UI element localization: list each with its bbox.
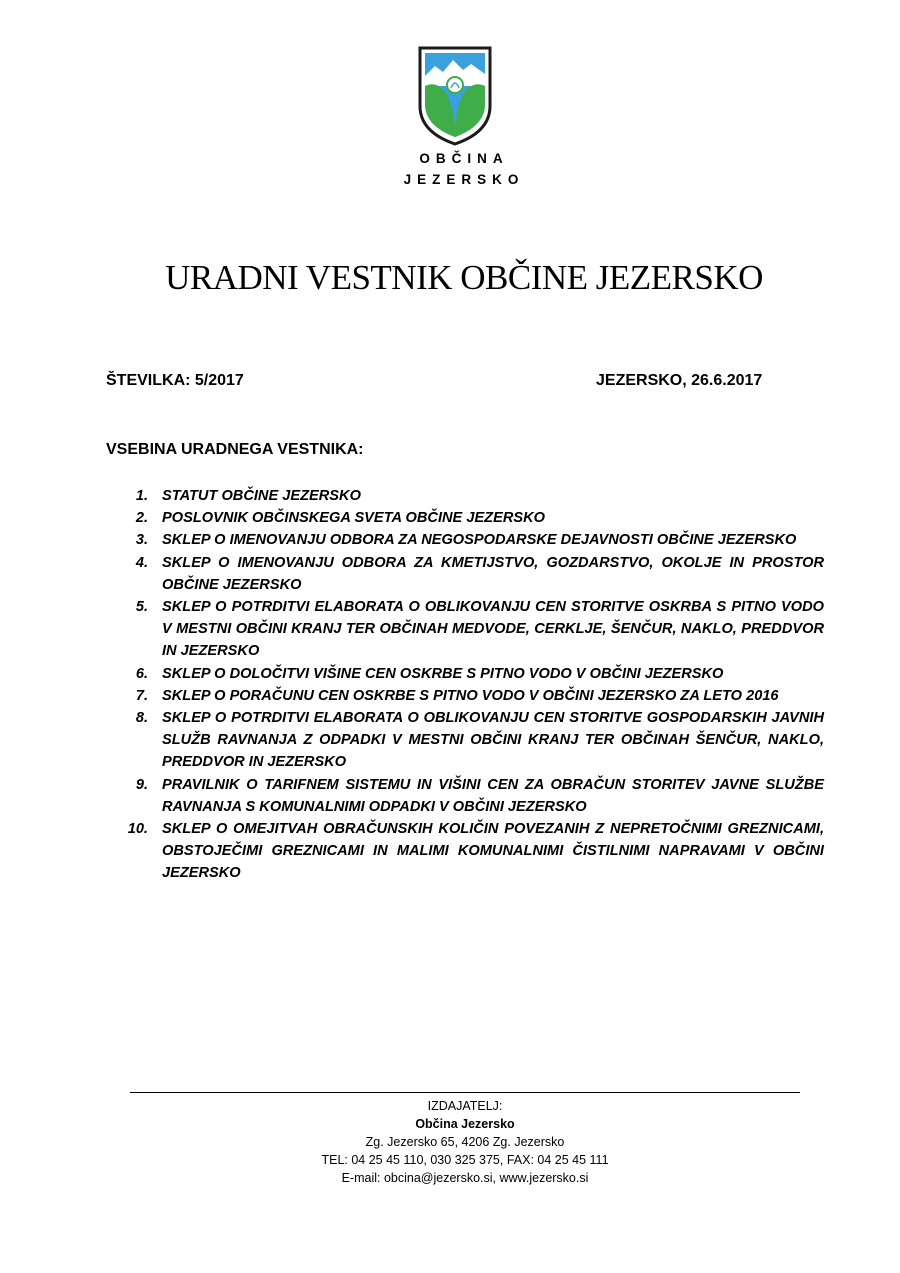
item-number: 9. [135, 776, 148, 793]
contents-item [118, 818, 824, 885]
item-text: SKLEP O IMENOVANJU ODBORA ZA NEGOSPODARSKE DEJAVNOSTI OBČINE JEZERSKO [162, 532, 797, 549]
item-text: SKLEP O DOLOČITVI VIŠINE CEN OSKRBE S PITNO VODO V OBČINI JEZERSKO [162, 665, 724, 682]
municipality-name-line1: OBČINA [419, 151, 509, 166]
publisher-name: Občina Jezersko [415, 1117, 515, 1131]
contents-item [118, 663, 824, 685]
contents-item [118, 485, 824, 507]
item-number: 2. [135, 510, 148, 527]
contents-item [118, 685, 824, 707]
contents-item [118, 596, 824, 663]
issue-number: ŠTEVILKA: 5/2017 [106, 372, 244, 389]
item-text: SKLEP O POTRDITVI ELABORATA O OBLIKOVANJU CEN STORITVE OSKRBA S PITNO VODO V MESTNI OBČINI KRANJ TER OBČINAH MEDVODE, CERKLJE, ŠENČUR, NAKLO, PREDDVOR IN JEZERSKO [162, 599, 824, 660]
item-text: SKLEP O PORAČUNU CEN OSKRBE S PITNO VODO V OBČINI JEZERSKO ZA LETO 2016 [162, 687, 779, 704]
item-text: STATUT OBČINE JEZERSKO [162, 488, 361, 504]
contents-item [118, 529, 824, 551]
contents-item [118, 552, 824, 596]
publisher-email: E-mail: obcina@jezersko.si, www.jezersko.si [341, 1171, 589, 1185]
publisher-label: IZDAJATELJ: [427, 1099, 503, 1113]
contents-item [118, 774, 824, 818]
municipality-name-line2: JEZERSKO [403, 172, 525, 187]
item-number: 8. [135, 710, 148, 727]
footer-divider [130, 1092, 800, 1093]
item-text: SKLEP O POTRDITVI ELABORATA O OBLIKOVANJU CEN STORITVE GOSPODARSKIH JAVNIH SLUŽB RAVNANJA Z ODPADKI V MESTNI OBČINI KRANJ TER OBČINAH ŠENČUR, NAKLO, PREDDVOR IN JEZERSKO [162, 710, 824, 771]
contents-list [118, 485, 824, 885]
item-text: SKLEP O OMEJITVAH OBRAČUNSKIH KOLIČIN POVEZANIH Z NEPRETOČNIMI GREZNICAMI, OBSTOJEČIMI GREZNICAMI IN MALIMI KOMUNALNIMI ČISTILNIMI NAPRAVAMI V OBČINI JEZERSKO [162, 821, 824, 882]
publisher-footer [130, 1097, 800, 1187]
item-number: 4. [135, 554, 148, 571]
item-number: 1. [135, 488, 148, 504]
publisher-address: Zg. Jezersko 65, 4206 Zg. Jezersko [365, 1135, 565, 1149]
publisher-phone: TEL: 04 25 45 110, 030 325 375, FAX: 04 25 45 111 [321, 1153, 609, 1167]
document-title: URADNI VESTNIK OBČINE JEZERSKO [165, 258, 763, 297]
item-text: PRAVILNIK O TARIFNEM SISTEMU IN VIŠINI CEN ZA OBRAČUN STORITEV JAVNE SLUŽBE RAVNANJA S KOMUNALNIMI ODPADKI V OBČINI JEZERSKO [162, 776, 824, 815]
contents-heading: VSEBINA URADNEGA VESTNIKA: [106, 441, 364, 458]
item-number: 6. [135, 665, 148, 682]
item-number: 10. [127, 821, 148, 838]
item-text: POSLOVNIK OBČINSKEGA SVETA OBČINE JEZERSKO [162, 510, 545, 527]
item-text: SKLEP O IMENOVANJU ODBORA ZA KMETIJSTVO, GOZDARSTVO, OKOLJE IN PROSTOR OBČINE JEZERSKO [162, 554, 824, 593]
item-number: 7. [135, 687, 148, 704]
item-number: 5. [135, 599, 148, 616]
place-date: JEZERSKO, 26.6.2017 [596, 372, 763, 389]
coat-of-arms-icon [417, 46, 493, 146]
contents-item [118, 507, 824, 529]
contents-item [118, 707, 824, 774]
item-number: 3. [135, 532, 148, 549]
